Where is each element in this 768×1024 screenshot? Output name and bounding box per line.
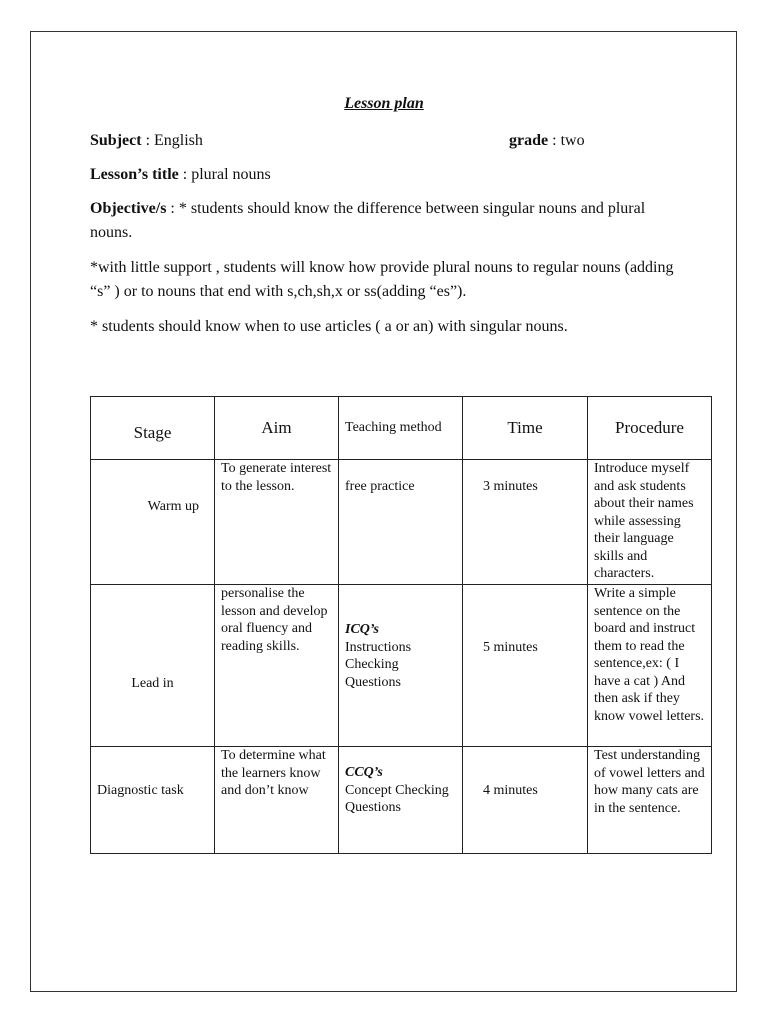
- subject-sep: :: [141, 132, 155, 149]
- method-text: Instructions Checking Questions: [345, 639, 412, 690]
- time-cell: 4 minutes: [463, 747, 588, 854]
- lesson-table: [90, 396, 712, 854]
- table-header-row: [91, 397, 712, 460]
- method-text: Concept Checking Questions: [345, 782, 449, 815]
- table-row: [91, 460, 712, 585]
- grade-sep: :: [548, 132, 561, 149]
- method-title: ICQ’s: [345, 622, 379, 637]
- lesson-title-value: plural nouns: [191, 166, 271, 183]
- method-title: CCQ’s: [345, 765, 383, 780]
- objective-label: Objective/s: [90, 200, 167, 217]
- method-cell: [339, 747, 463, 854]
- objective-text-1: * students should know the difference between singular nouns and plural nouns.: [90, 200, 646, 241]
- aim-cell: To generate interest to the lesson.: [215, 460, 339, 585]
- table-row: [91, 747, 712, 854]
- header-aim: Aim: [215, 397, 339, 460]
- stage-cell: Warm up: [91, 460, 215, 585]
- header-time: Time: [463, 397, 588, 460]
- method-cell: [339, 585, 463, 747]
- subject-value: English: [154, 132, 203, 149]
- time-cell: 3 minutes: [463, 460, 588, 585]
- time-cell: 5 minutes: [463, 585, 588, 747]
- grade-line: [509, 129, 585, 152]
- document-title: Lesson plan: [344, 95, 424, 112]
- grade-value: two: [560, 132, 585, 149]
- lesson-title-label: Lesson’s title: [90, 166, 179, 183]
- header-teaching-method: Teaching method: [339, 397, 463, 460]
- aim-cell: personalise the lesson and develop oral fluency and reading skills.: [215, 585, 339, 747]
- objective-second: *with little support , students will know how provide plural nouns to regular nouns (adding “s” ) or to nouns that end with s,ch,sh,x or ss(adding “es”).: [90, 259, 674, 300]
- grade-label: grade: [509, 132, 549, 149]
- procedure-cell: Write a simple sentence on the board and instruct them to read the sentence,ex: ( I have a cat ) And then ask if they know vowel letters.: [588, 585, 712, 747]
- method-cell: [339, 460, 463, 585]
- stage-cell: Lead in: [91, 585, 215, 747]
- subject-line: [90, 129, 203, 152]
- objective-first: [90, 197, 690, 245]
- objective-third: * students should know when to use articles ( a or an) with singular nouns.: [90, 318, 568, 335]
- aim-cell: To determine what the learners know and don’t know: [215, 747, 339, 854]
- objective-sep: :: [166, 200, 179, 217]
- stage-cell: Diagnostic task: [91, 747, 215, 854]
- table-row: [91, 585, 712, 747]
- header-procedure: Procedure: [588, 397, 712, 460]
- header-stage: Stage: [91, 397, 215, 460]
- lesson-title-sep: :: [178, 166, 192, 183]
- procedure-cell: Introduce myself and ask students about their names while assessing their language skills and characters.: [588, 460, 712, 585]
- procedure-cell: Test understanding of vowel letters and how many cats are in the sentence.: [588, 747, 712, 854]
- subject-label: Subject: [90, 132, 142, 149]
- method-text: free practice: [345, 479, 415, 494]
- lesson-title-line: [90, 163, 271, 186]
